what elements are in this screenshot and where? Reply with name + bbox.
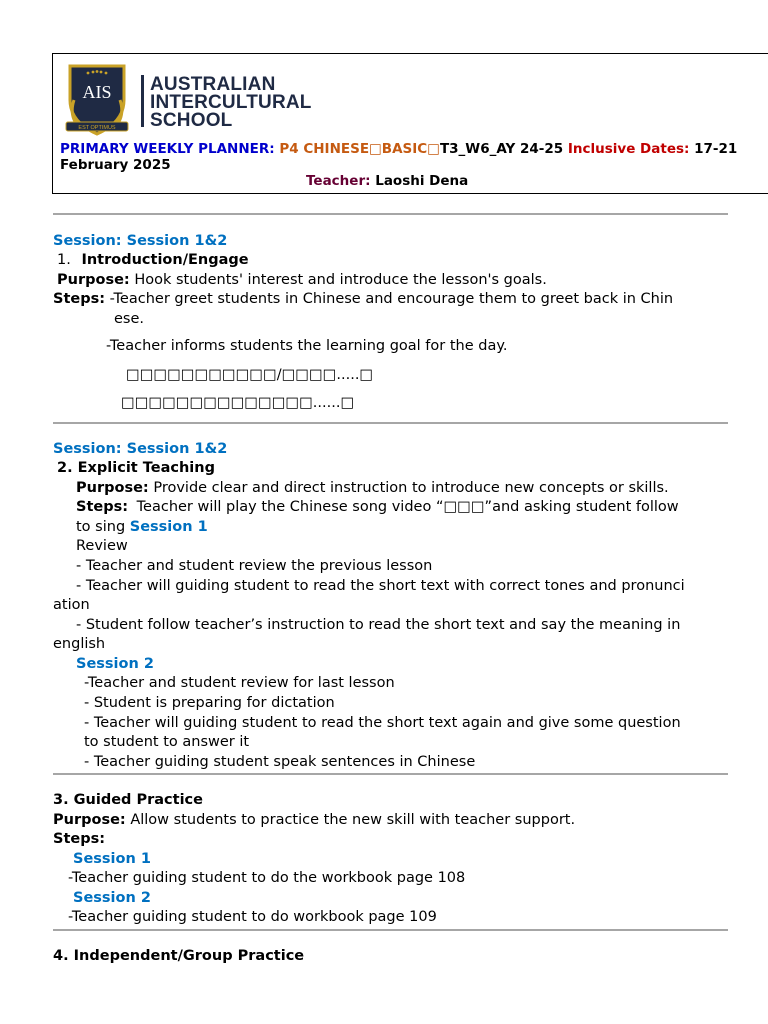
section2-s2-item3-line1: - Teacher will guiding student to read the short text again and give some question (84, 715, 681, 731)
section3-steps-label: Steps: (53, 831, 106, 847)
planner-label: PRIMARY WEEKLY PLANNER: (60, 141, 275, 157)
dates-value-end: February 2025 (60, 157, 171, 173)
section1-purpose-text: Hook students' interest and introduce the lesson's goals. (134, 272, 547, 288)
section2-s2-item1: -Teacher and student review for last lesson (84, 675, 395, 691)
logo-divider (141, 75, 144, 127)
section2-session-label: Session: Session 1&2 (53, 441, 228, 457)
section2-steps-label: Steps: (76, 499, 129, 515)
section2-s2-item2: - Student is preparing for dictation (84, 695, 335, 711)
divider-3 (53, 773, 728, 775)
logo-name-line-2: INTERCULTURAL (150, 92, 312, 113)
section1-step2: -Teacher informs students the learning goal for the day. (106, 338, 508, 354)
section2-session1-label: Session 1 (129, 519, 208, 535)
section3-purpose-text: Allow students to practice the new skill with teacher support. (130, 812, 576, 828)
teacher-name: Laoshi Dena (375, 173, 469, 189)
divider-2 (53, 422, 728, 424)
section2-s2-item3-line2: to student to answer it (84, 734, 250, 750)
crest-text: AIS (82, 82, 112, 102)
section2-session2-label: Session 2 (76, 656, 154, 672)
section2-steps-line1: Teacher will play the Chinese song video “□□□”and asking student follow (136, 499, 679, 515)
section3-purpose (53, 812, 575, 828)
section2-s1-item1: - Teacher and student review the previous lesson (76, 558, 433, 574)
section1-session-label: Session: Session 1&2 (53, 233, 228, 249)
school-crest-icon (62, 60, 132, 140)
section1-chinese-line-1: □□□□□□□□□□□/□□□□.....□ (126, 367, 374, 383)
section1-purpose-label: Purpose: (57, 272, 130, 288)
section1-steps-label: Steps: (53, 291, 106, 307)
section2-s1-item3-line1: - Student follow teacher’s instruction to read the short text and say the meaning in (76, 617, 681, 633)
section3-s1-item: -Teacher guiding student to do the workbook page 108 (68, 870, 466, 886)
divider-1 (53, 213, 728, 215)
planner-subject: P4 CHINESE□BASIC□ (279, 141, 440, 157)
section1-title: Introduction/Engage (81, 252, 249, 268)
section1-purpose (57, 272, 547, 288)
logo-name-line-1: AUSTRALIAN (150, 74, 276, 95)
logo-name-line-3: SCHOOL (150, 110, 233, 131)
section3-title: 3. Guided Practice (53, 792, 203, 808)
section2-s1-item2-line2: ation (53, 597, 90, 613)
section2-steps-line2-wrap (76, 519, 208, 535)
section1-number: 1. (57, 252, 71, 268)
section1-heading (57, 252, 249, 268)
section1-step1-line1: -Teacher greet students in Chinese and encourage them to greet back in Chin (109, 291, 674, 307)
section2-purpose-text: Provide clear and direct instruction to introduce new concepts or skills. (153, 480, 669, 496)
section2-s2-item4: - Teacher guiding student speak sentences in Chinese (84, 754, 476, 770)
dates-value-start: 17-21 (694, 141, 738, 157)
section2-s1-item2-line1: - Teacher will guiding student to read the short text with correct tones and pronunci (76, 578, 685, 594)
section2-s1-item3-line2: english (53, 636, 106, 652)
teacher-line (306, 173, 468, 189)
section2-steps-line2: to sing (76, 519, 126, 535)
divider-4 (53, 929, 728, 931)
school-logo (62, 60, 322, 140)
section1-chinese-line-2: □□□□□□□□□□□□□□......□ (121, 395, 355, 411)
planner-code: T3_W6_AY 24-25 (439, 141, 564, 157)
section1-step1-line2: ese. (114, 311, 145, 327)
section2-steps (76, 499, 679, 515)
crest-motto: EST OPTIMUS (78, 125, 116, 131)
teacher-label: Teacher: (306, 173, 371, 189)
section1-steps (53, 291, 673, 307)
section2-title: 2. Explicit Teaching (57, 460, 215, 476)
section2-purpose (76, 480, 669, 496)
section3-purpose-label: Purpose: (53, 812, 126, 828)
section3-session2-label: Session 2 (73, 890, 151, 906)
dates-label: Inclusive Dates: (567, 141, 690, 157)
section4-title: 4. Independent/Group Practice (53, 948, 305, 964)
section3-s2-item: -Teacher guiding student to do workbook page 109 (68, 909, 437, 925)
section2-purpose-label: Purpose: (76, 480, 149, 496)
section2-review: Review (76, 538, 128, 554)
planner-title-line (60, 141, 737, 157)
section3-session1-label: Session 1 (73, 851, 151, 867)
